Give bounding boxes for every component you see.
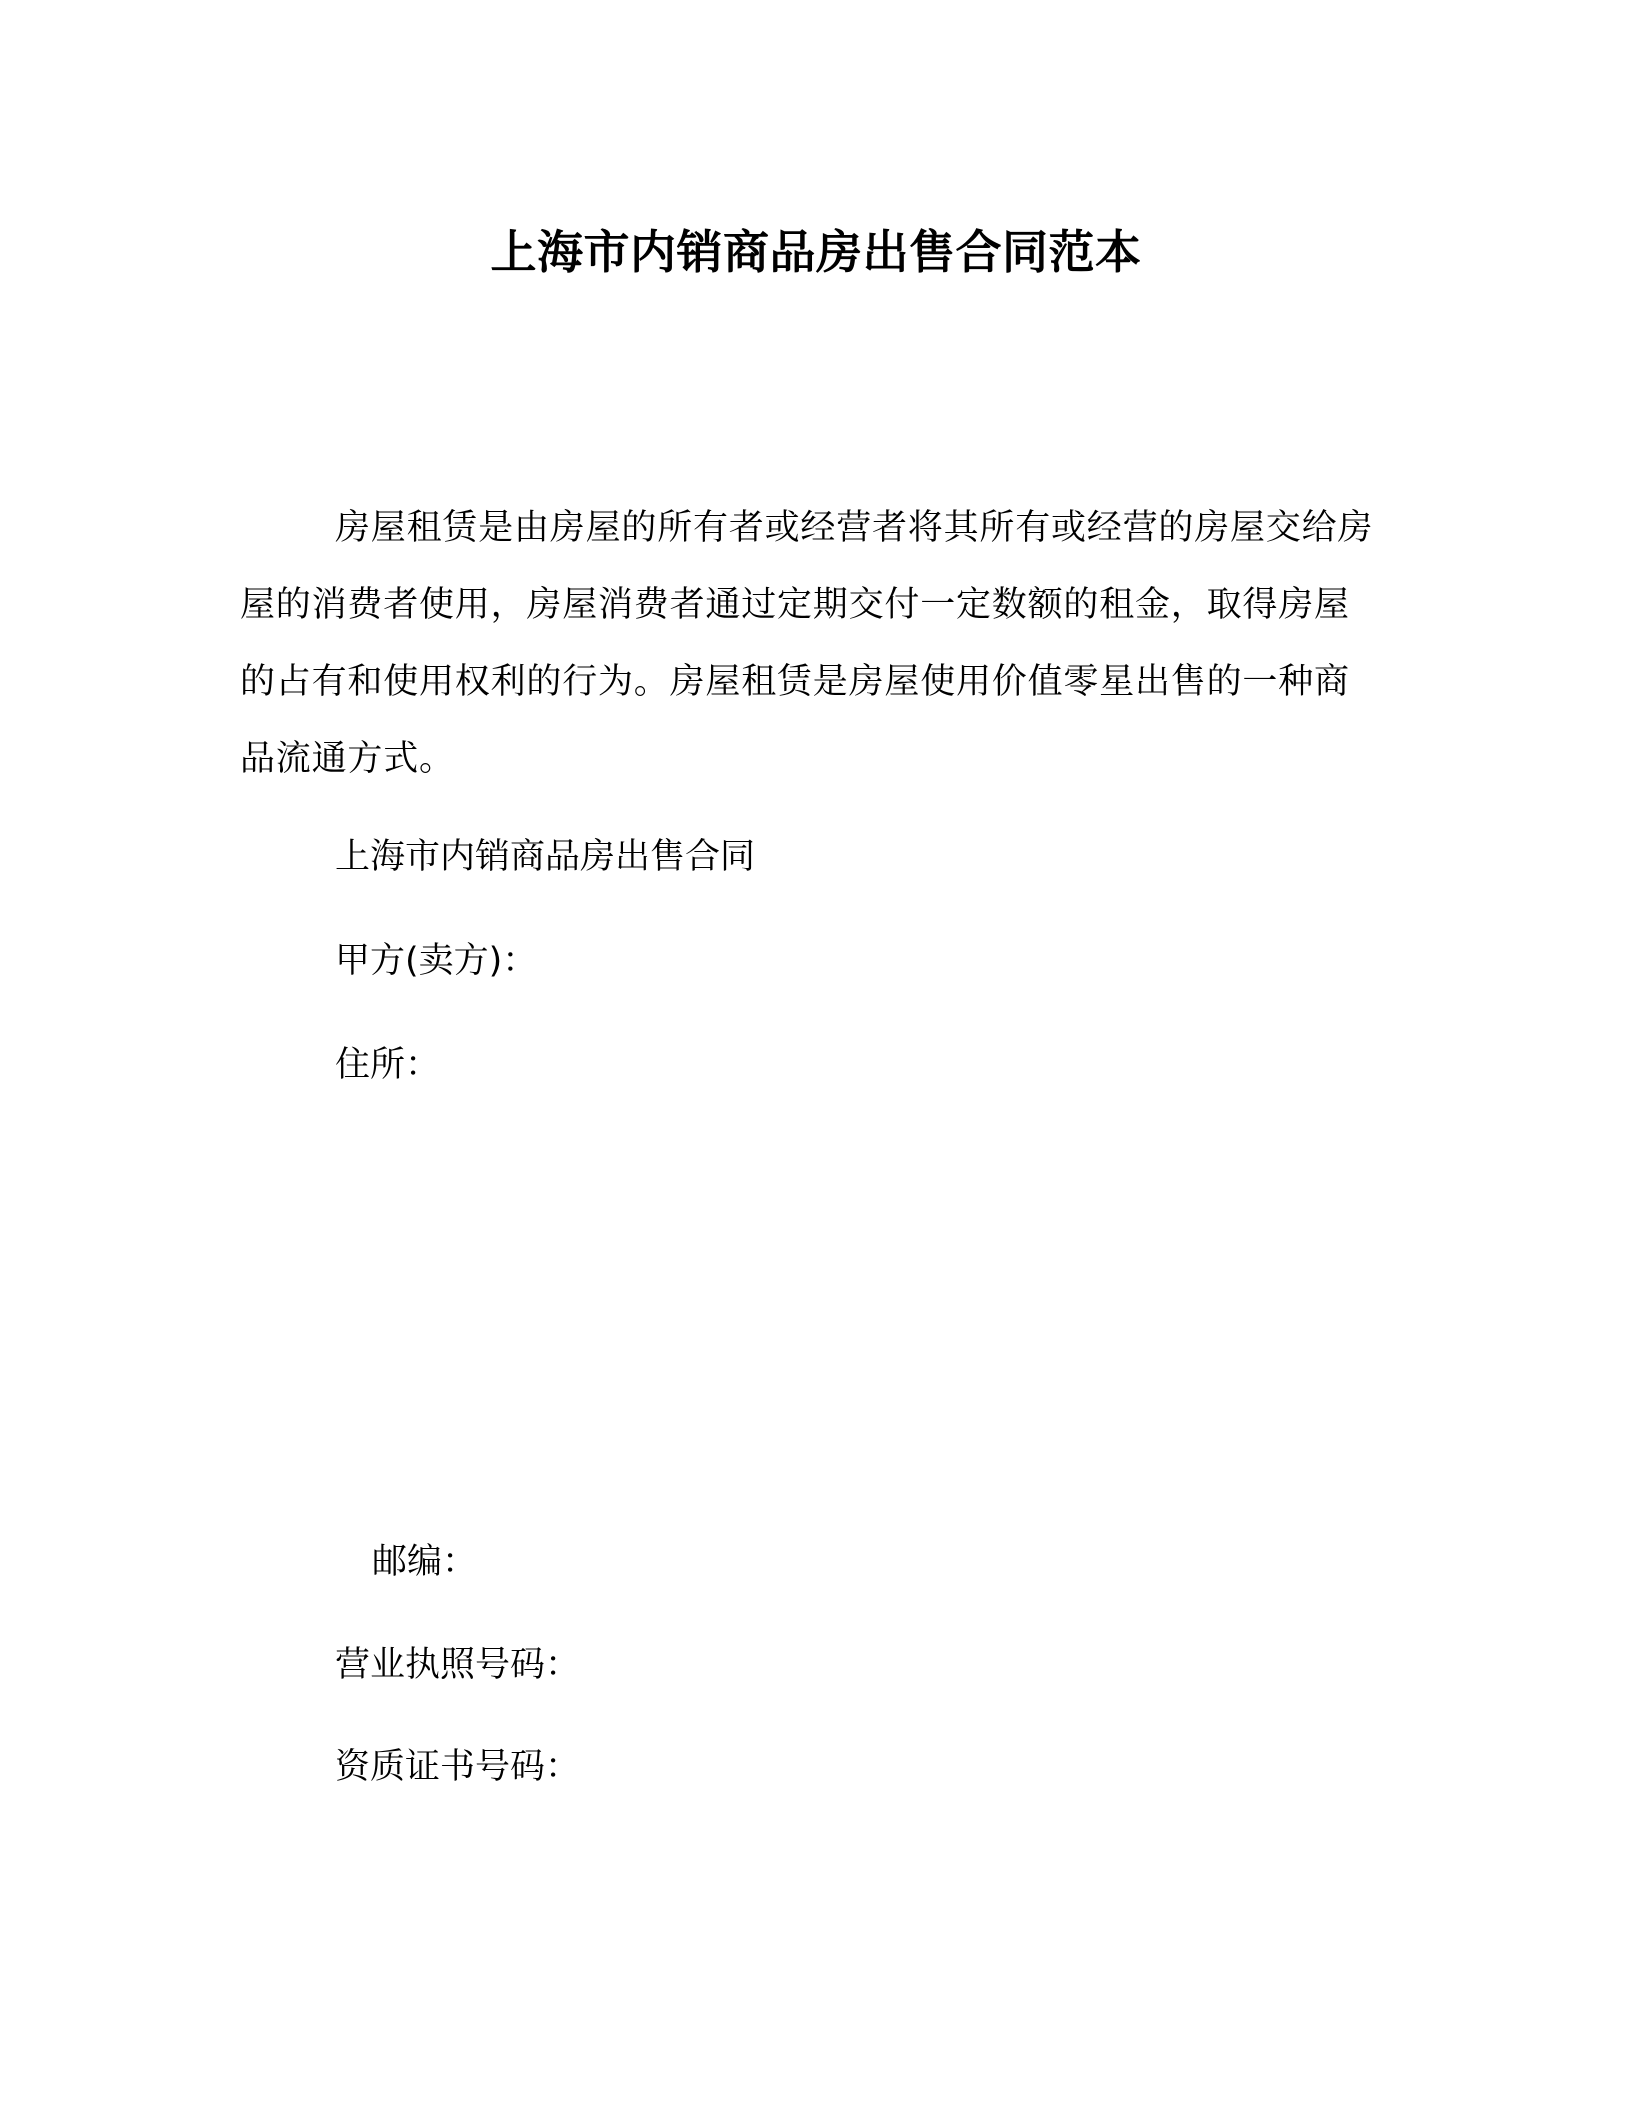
address-label: 住所： [335,1045,441,1085]
postcode-label: 邮编： [372,1542,478,1582]
intro-paragraph: 房屋租赁是由房屋的所有者或经营者将其所有或经营的房屋交给房屋的消费者使用，房屋消费者通过定期交付一定数额的租金，取得房屋的占有和使用权利的行为。房屋租赁是房屋使用价值零星出售的一种商品流通方式。 [240,508,1374,779]
qualification-cert-label: 资质证书号码： [335,1747,581,1787]
business-license-label: 营业执照号码： [335,1645,581,1685]
document-title: 上海市内销商品房出售合同范本 [490,225,1142,279]
party-a-label: 甲方(卖方)： [335,941,538,981]
contract-subtitle: 上海市内销商品房出售合同 [335,837,756,877]
